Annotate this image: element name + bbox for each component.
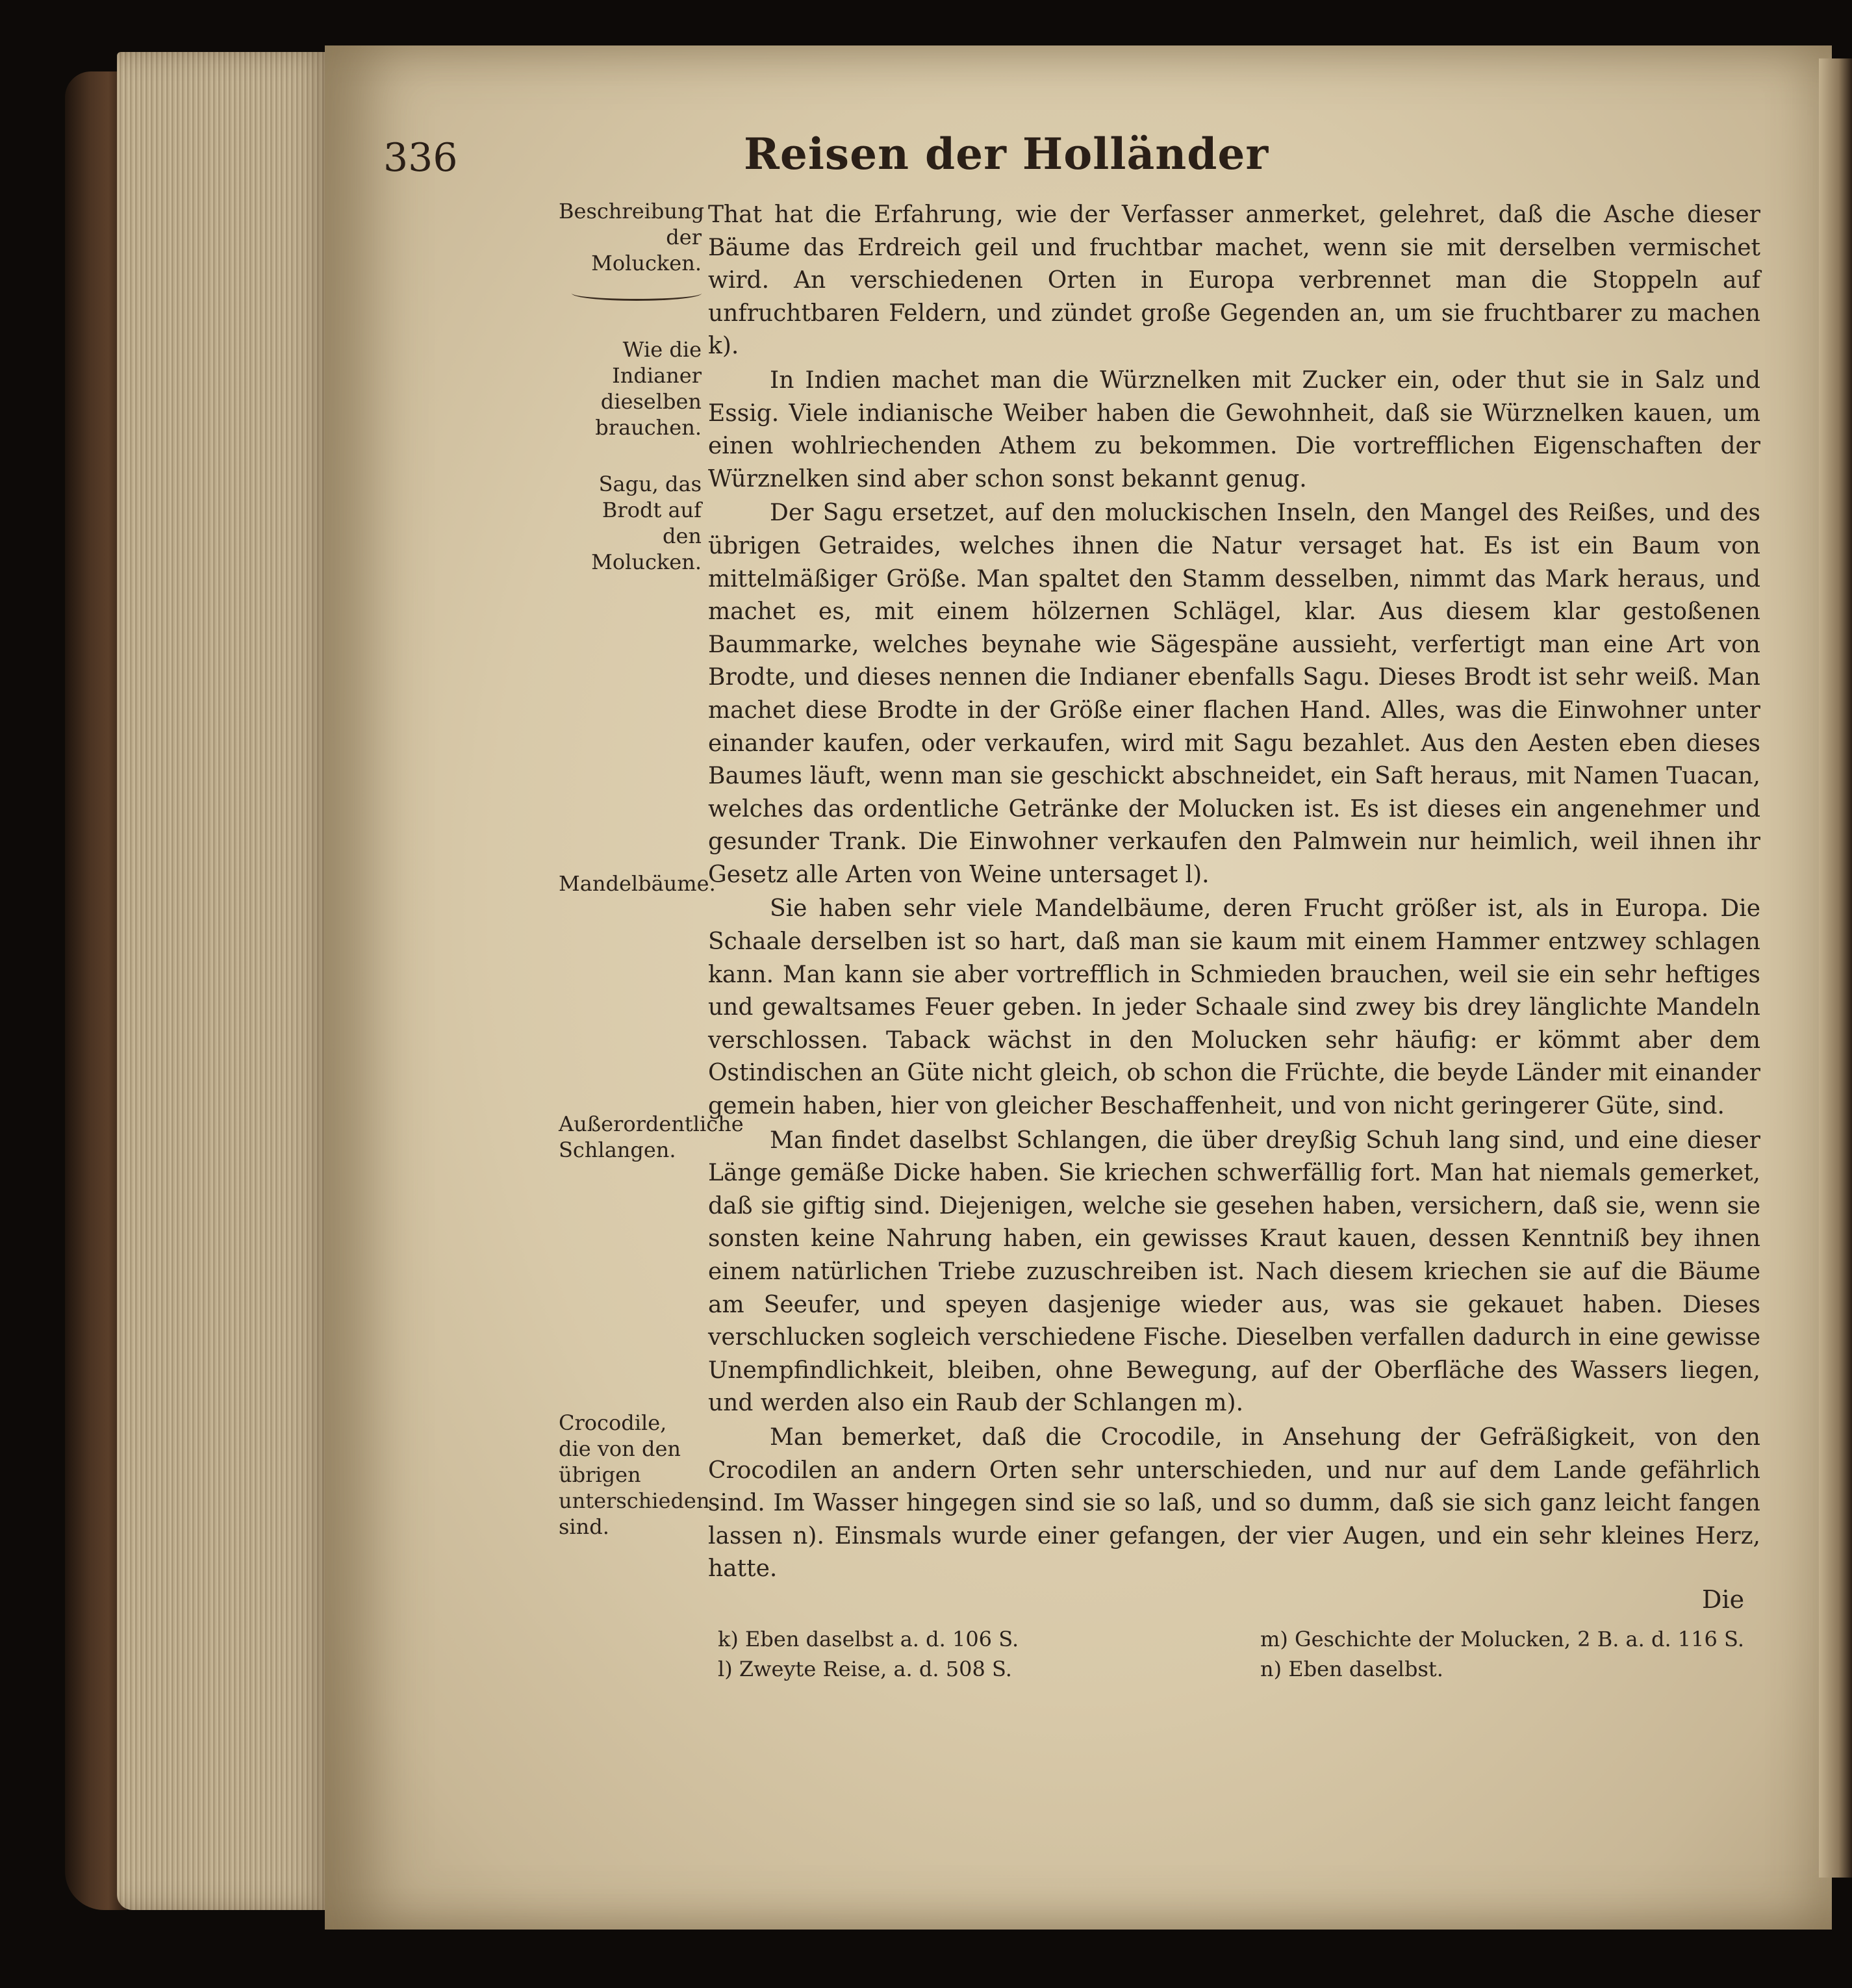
margin-note: Crocodile, die von den übrigen unterschieden sind. <box>559 1410 710 1539</box>
facing-page-edge <box>1819 58 1852 1878</box>
margin-note: Mandelbäume. <box>559 871 716 896</box>
footnote: k) Eben daselbst a. d. 106 S. <box>718 1627 1019 1651</box>
footnote: n) Eben daselbst. <box>1260 1657 1443 1681</box>
margin-brace <box>572 286 702 301</box>
footnote: l) Zweyte Reise, a. d. 508 S. <box>718 1657 1012 1681</box>
paragraph: Man bemerket, daß die Crocodile, in Ansehung der Gefräßigkeit, von den Crocodilen an andern Orten sehr unterschieden, und nur auf dem Lande gefährlich sind. Im Wasser hingegen sind sie so laß, und so dumm, daß sie sich ganz leicht fangen lassen n). Einsmals wurde einer gefangen, der vier Augen, und ein sehr kleines Herz, hatte. <box>708 1423 1760 1583</box>
body-text <box>708 199 1760 1586</box>
footnotes-right <box>1260 1624 1767 1684</box>
margin-note: Wie die Indianer dieselben brauchen. <box>595 337 702 440</box>
paragraph: Man findet daselbst Schlangen, die über dreyßig Schuh lang sind, und eine dieser Länge gemäße Dicke haben. Sie kriechen schwerfällig fort. Man hat niemals gemerket, daß sie giftig sind. Diejenigen, welche sie gesehen haben, versichern, daß sie, wenn sie sonsten keine Nahrung haben, ein gewisses Kraut kauen, dessen Kenntniß bey ihnen einem natürlichen Triebe zuzuschreiben ist. Nach diesem kriechen sie auf die Bäume am Seeufer, und speyen dasjenige wieder aus, was sie gekauet haben. Dieses verschlucken sogleich verschiedene Fische. Dieselben verfallen dadurch in eine gewisse Unempfindlichkeit, bleiben, ohne Bewegung, auf der Oberfläche des Wassers liegen, und werden also ein Raub der Schlangen m). <box>708 1127 1760 1417</box>
page-header <box>0 96 1852 181</box>
margin-note: Beschreibung der Molucken. <box>559 199 705 275</box>
page-number: 336 <box>383 135 458 181</box>
footnote: m) Geschichte der Molucken, 2 B. a. d. 116 S. <box>1260 1627 1744 1651</box>
footnotes-left <box>718 1624 1224 1684</box>
paragraph: In Indien machet man die Würznelken mit Zucker ein, oder thut sie in Salz und Essig. Viele indianische Weiber haben die Gewohnheit, daß sie Würznelken kauen, um einen wohlriechenden Athem zu bekommen. Die vortrefflichen Eigenschaften der Würznelken sind aber schon sonst bekannt genug. <box>708 366 1760 492</box>
margin-note: Sagu, das Brodt auf den Molucken. <box>591 472 702 574</box>
page-edges <box>117 52 338 1910</box>
margin-note: Außerordentliche Schlangen. <box>559 1112 744 1162</box>
paragraph: Sie haben sehr viele Mandelbäume, deren Frucht größer ist, als in Europa. Die Schaale derselben ist so hart, daß man sie kaum mit einem Hammer entzwey schlagen kann. Man kann sie aber vortrefflich in Schmieden brauchen, weil sie ein sehr heftiges und gewaltsames Feuer geben. In jeder Schaale sind zwey bis drey länglichte Mandeln verschlossen. Taback wächst in den Molucken sehr häufig: er kömmt aber dem Ostindischen an Güte nicht gleich, ob schon die Früchte, die beyde Länder mit einander gemein haben, hier von gleicher Beschaffenheit, und von nicht geringerer Güte, sind. <box>708 895 1760 1120</box>
catchword: Die <box>1702 1585 1745 1614</box>
running-title: Reisen der Holländer <box>744 129 1269 179</box>
paragraph: That hat die Erfahrung, wie der Verfasser anmerket, gelehret, daß die Asche dieser Bäume das Erdreich geil und fruchtbar machet, wenn sie mit derselben vermischet wird. An verschiedenen Orten in Europa verbrennet man die Stoppeln auf unfruchtbaren Feldern, und zündet große Gegenden an, um sie fruchtbarer zu machen k). <box>708 201 1760 360</box>
paragraph: Der Sagu ersetzet, auf den moluckischen Inseln, den Mangel des Reißes, und des übrigen Getraides, welches ihnen die Natur versaget hat. Es ist ein Baum von mittelmäßiger Größe. Man spaltet den Stamm desselben, nimmt das Mark heraus, und machet es, mit einem hölzernen Schlägel, klar. Aus diesem klar gestoßenen Baummarke, welches beynahe wie Sägespäne aussieht, verfertigt man eine Art von Brodte, und dieses nennen die Indianer ebenfalls Sagu. Dieses Brodt ist sehr weiß. Man machet diese Brodte in der Größe einer flachen Hand. Alles, was die Einwohner unter einander kaufen, oder verkaufen, wird mit Sagu bezahlet. Aus den Aesten eben dieses Baumes läuft, wenn man sie geschickt abschneidet, ein Saft heraus, mit Namen Tuacan, welches das ordentliche Getränke der Molucken ist. Es ist dieses ein angenehmer und gesunder Trank. Die Einwohner verkaufen den Palmwein nur heimlich, weil ihnen ihr Gesetz alle Arten von Weine untersaget l). <box>708 500 1760 888</box>
